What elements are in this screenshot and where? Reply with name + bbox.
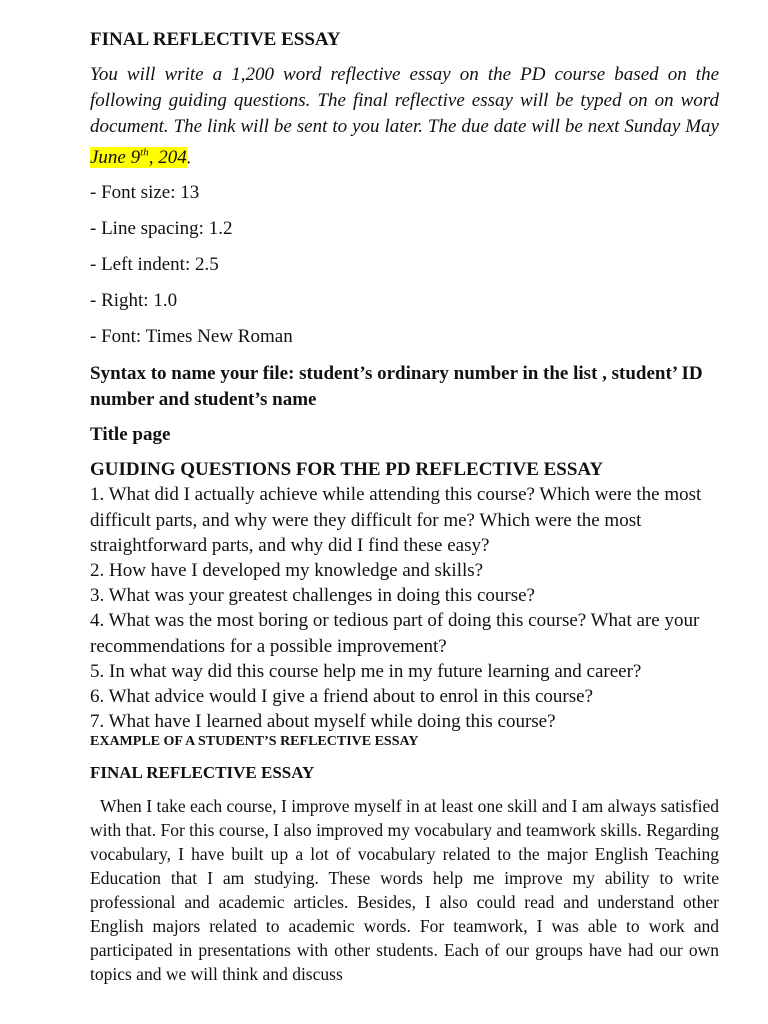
guiding-questions-heading: GUIDING QUESTIONS FOR THE PD REFLECTIVE ESSAY bbox=[90, 459, 604, 481]
spec-left-indent: - Left indent: 2.5 bbox=[90, 254, 219, 276]
due-date-month-day: June 9 bbox=[90, 147, 141, 169]
example-essay-body: When I take each course, I improve myself in at least one skill and I am always satisfied with that. For this course, I also improved my vocabulary and teamwork skills. Regarding vocabulary, I have built up a lot of vocabulary related to the major English Teaching Education that I am studying. These words help me improve my ability to write professional and academic articles. Besides, I also could read and understand other English majors related to academic words. For teamwork, I was able to work and participated in presentations with other students. Each of our groups have had our own topics and we will think and discuss bbox=[90, 796, 719, 985]
guiding-questions-list bbox=[90, 482, 719, 734]
intro-text: You will write a 1,200 word reflective essay on the PD course based on the following guiding questions. The final reflective essay will be typed on on word document. The link will be sent to you later. The due date will be next Sunday May bbox=[90, 64, 719, 137]
spec-font: - Font: Times New Roman bbox=[90, 326, 293, 348]
question-item: 3. What was your greatest challenges in doing this course? bbox=[90, 585, 535, 607]
intro-end: . bbox=[186, 147, 192, 169]
file-naming-syntax: Syntax to name your file: student’s ordinary number in the list , student’ ID number and student’s name bbox=[90, 363, 703, 411]
due-date-year: , 204 bbox=[148, 147, 187, 169]
question-item: 4. What was the most boring or tedious part of doing this course? What are your recommendations for a possible improvement? bbox=[90, 610, 700, 657]
question-item: 5. In what way did this course help me in my future learning and career? bbox=[90, 660, 642, 682]
question-item: 6. What advice would I give a friend about to enrol in this course? bbox=[90, 685, 593, 707]
title-page-label: Title page bbox=[90, 424, 171, 446]
due-date-ordinal: th bbox=[140, 147, 149, 159]
question-item: 1. What did I actually achieve while attending this course? Which were the most difficult parts, and why were they difficult for me? Which were the most straightforward parts, and why did I find these easy? bbox=[90, 484, 702, 556]
format-spec-list bbox=[90, 181, 719, 349]
essay-heading: FINAL REFLECTIVE ESSAY bbox=[90, 29, 341, 50]
intro-paragraph bbox=[90, 62, 719, 171]
question-item: 2. How have I developed my knowledge and skills? bbox=[90, 559, 484, 581]
spec-font-size: - Font size: 13 bbox=[90, 182, 200, 204]
example-essay-title: FINAL REFLECTIVE ESSAY bbox=[90, 763, 315, 783]
due-date-highlight bbox=[90, 147, 187, 168]
spec-right: - Right: 1.0 bbox=[90, 290, 178, 312]
spec-line-spacing: - Line spacing: 1.2 bbox=[90, 218, 233, 240]
example-heading: EXAMPLE OF A STUDENT’S REFLECTIVE ESSAY bbox=[90, 734, 419, 750]
document-page bbox=[90, 28, 719, 986]
question-item: 7. What have I learned about myself while doing this course? bbox=[90, 711, 556, 733]
